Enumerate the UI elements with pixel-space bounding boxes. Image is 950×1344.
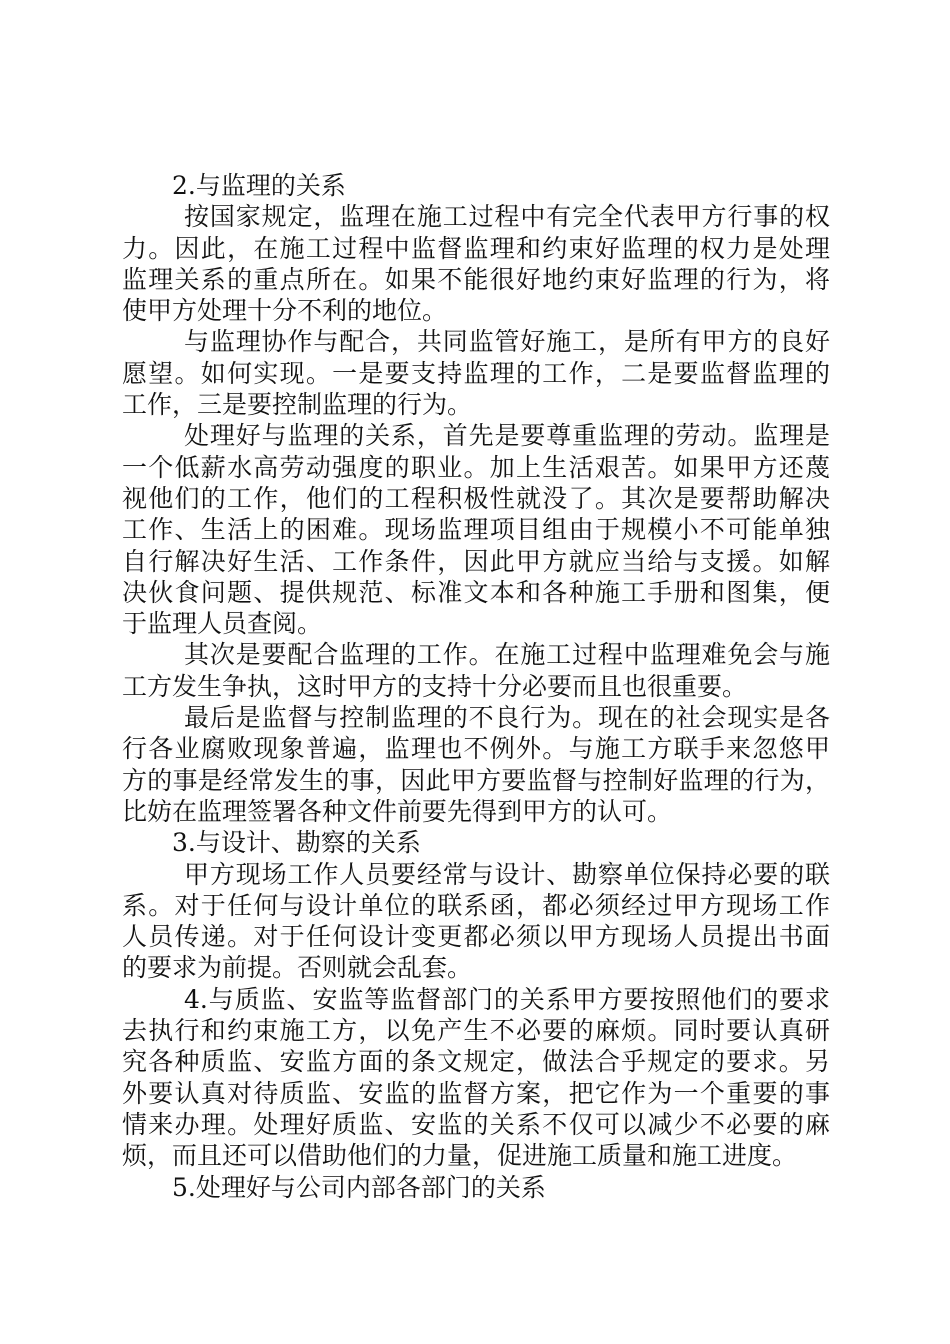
text-line: 行各业腐败现象普遍，监理也不例外。与施工方联手来忽悠甲 xyxy=(122,734,830,764)
text-line: 究各种质监、安监方面的条文规定，做法合乎规定的要求。另 xyxy=(122,1047,830,1077)
text-line: 其次是要配合监理的工作。在施工过程中监理难免会与施 xyxy=(184,640,830,670)
text-line: 力。因此，在施工过程中监督监理和约束好监理的权力是处理 xyxy=(122,233,830,263)
text-line: 工作，三是要控制监理的行为。 xyxy=(122,390,473,420)
text-line: 甲方现场工作人员要经常与设计、勘察单位保持必要的联 xyxy=(184,859,830,889)
text-line: 使甲方处理十分不利的地位。 xyxy=(122,296,448,326)
paragraph-control xyxy=(122,702,830,827)
paragraph-respect xyxy=(122,420,830,639)
text-line: 烦，而且还可以借助他们的力量，促进施工质量和施工进度。 xyxy=(122,1141,798,1171)
paragraph-cooperation xyxy=(122,326,830,420)
text-line: 情来办理。处理好质监、安监的关系不仅可以减少不必要的麻 xyxy=(122,1109,830,1139)
paragraph-support xyxy=(122,639,830,702)
text-line: 按国家规定，监理在施工过程中有完全代表甲方行事的权 xyxy=(184,202,830,232)
section-heading-2: 2.与监理的关系 xyxy=(172,171,346,200)
text-line: 监理关系的重点所在。如果不能很好地约束好监理的行为，将 xyxy=(122,264,830,294)
text-line: 比妨在监理签署各种文件前要先得到甲方的认可。 xyxy=(122,796,673,826)
text-line: 外要认真对待质监、安监的监督方案，把它作为一个重要的事 xyxy=(122,1078,830,1108)
text-line: 的要求为前提。否则就会乱套。 xyxy=(122,953,473,983)
section-heading-3: 3.与设计、勘察的关系 xyxy=(172,828,421,858)
text-line: 人员传递。对于任何设计变更都必须以甲方现场人员提出书面 xyxy=(122,922,830,952)
section-heading-5: 5.处理好与公司内部各部门的关系 xyxy=(172,1172,546,1202)
text-line: 愿望。如何实现。一是要支持监理的工作，二是要监督监理的 xyxy=(122,358,830,388)
text-line: 与监理协作与配合，共同监管好施工，是所有甲方的良好 xyxy=(184,327,830,357)
text-line: 最后是监督与控制监理的不良行为。现在的社会现实是各 xyxy=(184,703,830,733)
text-line: 一个低薪水高劳动强度的职业。加上生活艰苦。如果甲方还蔑 xyxy=(122,452,830,482)
paragraph-supervision-departments xyxy=(122,984,830,1172)
text-line: 视他们的工作，他们的工程积极性就没了。其次是要帮助解决 xyxy=(122,483,830,513)
text-line: 工作、生活上的困难。现场监理项目组由于规模小不可能单独 xyxy=(122,515,830,545)
text-line: 4.与质监、安监等监督部门的关系甲方要按照他们的要求 xyxy=(184,984,830,1014)
text-line: 于监理人员查阅。 xyxy=(122,609,323,639)
text-line: 自行解决好生活、工作条件，因此甲方就应当给与支援。如解 xyxy=(122,546,830,576)
text-line: 方的事是经常发生的事，因此甲方要监督与控制好监理的行为， xyxy=(122,765,830,795)
paragraph-authority xyxy=(122,201,830,326)
document-body xyxy=(122,170,830,1203)
paragraph-design xyxy=(122,859,830,984)
text-line: 处理好与监理的关系，首先是要尊重监理的劳动。监理是 xyxy=(184,421,830,451)
text-line: 去执行和约束施工方，以免产生不必要的麻烦。同时要认真研 xyxy=(122,1016,830,1046)
text-line: 系。对于任何与设计单位的联系函，都必须经过甲方现场工作 xyxy=(122,890,830,920)
text-line: 决伙食问题、提供规范、标准文本和各种施工手册和图集，便 xyxy=(122,577,830,607)
text-line: 工方发生争执，这时甲方的支持十分必要而且也很重要。 xyxy=(122,671,748,701)
